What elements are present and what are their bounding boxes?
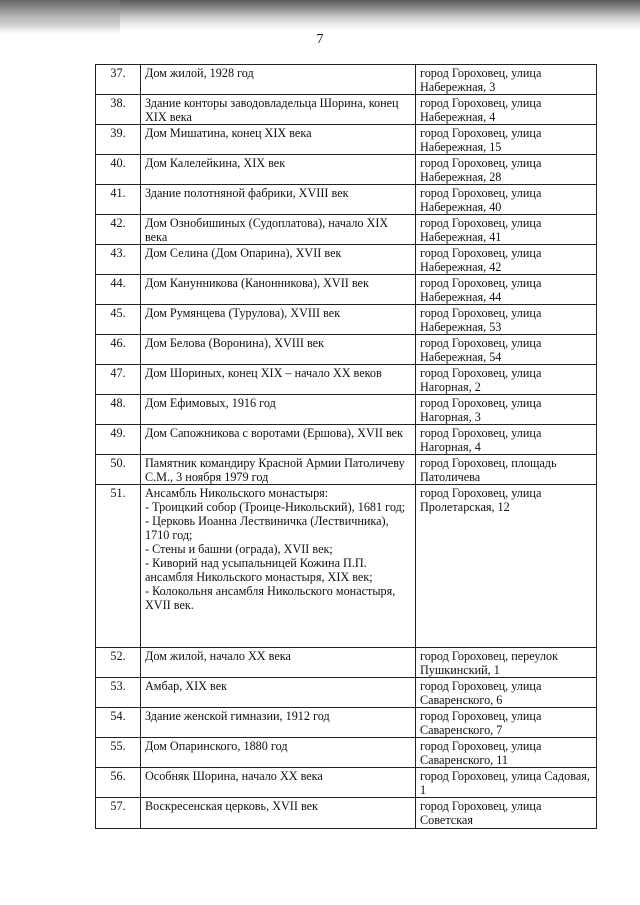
table-row — [96, 395, 597, 425]
table-row — [96, 425, 597, 455]
object-address-cell: город Гороховец, площадь Патоличева — [416, 455, 597, 485]
table-row — [96, 678, 597, 708]
object-address-cell: город Гороховец, улица Набережная, 28 — [416, 155, 597, 185]
table-row — [96, 648, 597, 678]
object-address-cell: город Гороховец, улица Набережная, 4 — [416, 95, 597, 125]
table-row — [96, 305, 597, 335]
object-address-cell: город Гороховец, улица Набережная, 41 — [416, 215, 597, 245]
object-address-cell: город Гороховец, улица Пролетарская, 12 — [416, 485, 597, 648]
object-name-cell: Дом Румянцева (Турулова), XVIII век — [141, 305, 416, 335]
object-address-cell: город Гороховец, улица Нагорная, 4 — [416, 425, 597, 455]
object-name-cell: Здание полотняной фабрики, XVIII век — [141, 185, 416, 215]
page-number: 7 — [316, 32, 324, 47]
object-address-cell: город Гороховец, улица Набережная, 15 — [416, 125, 597, 155]
row-number-cell: 47. — [96, 365, 141, 395]
object-name-cell: Дом жилой, 1928 год — [141, 65, 416, 95]
heritage-objects-table — [95, 64, 597, 829]
row-number-cell: 43. — [96, 245, 141, 275]
table-row — [96, 215, 597, 245]
object-address-cell: город Гороховец, улица Набережная, 40 — [416, 185, 597, 215]
object-address-cell: город Гороховец, улица Набережная, 44 — [416, 275, 597, 305]
object-address-cell: город Гороховец, улица Советская — [416, 798, 597, 829]
object-name-cell: Дом Калелейкина, XIX век — [141, 155, 416, 185]
table-body — [96, 65, 597, 829]
scan-shadow-corner — [0, 0, 120, 34]
row-number-cell: 38. — [96, 95, 141, 125]
row-number-cell: 44. — [96, 275, 141, 305]
object-name-cell: Дом Шориных, конец XIX – начало XX веков — [141, 365, 416, 395]
table-row — [96, 768, 597, 798]
object-address-cell: город Гороховец, улица Саваренского, 6 — [416, 678, 597, 708]
row-number-cell: 41. — [96, 185, 141, 215]
table-row — [96, 185, 597, 215]
object-address-cell: город Гороховец, улица Набережная, 54 — [416, 335, 597, 365]
object-name-cell: Дом Опаринского, 1880 год — [141, 738, 416, 768]
object-address-cell: город Гороховец, улица Набережная, 3 — [416, 65, 597, 95]
row-number-cell: 50. — [96, 455, 141, 485]
object-name-cell: Памятник командиру Красной Армии Патоличеву С.М., 3 ноября 1979 год — [141, 455, 416, 485]
object-name-cell: Дом Селина (Дом Опарина), XVII век — [141, 245, 416, 275]
object-name-cell: Дом Мишатина, конец XIX века — [141, 125, 416, 155]
table-row — [96, 275, 597, 305]
row-number-cell: 48. — [96, 395, 141, 425]
object-name-cell: Дом Ефимовых, 1916 год — [141, 395, 416, 425]
object-name-cell: Дом жилой, начало XX века — [141, 648, 416, 678]
table-row — [96, 798, 597, 829]
table-row — [96, 455, 597, 485]
object-address-cell: город Гороховец, улица Набережная, 42 — [416, 245, 597, 275]
row-number-cell: 42. — [96, 215, 141, 245]
object-address-cell: город Гороховец, улица Нагорная, 3 — [416, 395, 597, 425]
row-number-cell: 37. — [96, 65, 141, 95]
table-row — [96, 335, 597, 365]
row-number-cell: 55. — [96, 738, 141, 768]
row-number-cell: 49. — [96, 425, 141, 455]
object-name-cell: Здание женской гимназии, 1912 год — [141, 708, 416, 738]
table-row — [96, 708, 597, 738]
object-address-cell: город Гороховец, переулок Пушкинский, 1 — [416, 648, 597, 678]
table-row — [96, 155, 597, 185]
row-number-cell: 51. — [96, 485, 141, 648]
row-number-cell: 46. — [96, 335, 141, 365]
object-name-cell: Здание конторы заводовладельца Шорина, конец XIX века — [141, 95, 416, 125]
object-address-cell: город Гороховец, улица Саваренского, 11 — [416, 738, 597, 768]
object-name-cell: Дом Белова (Воронина), XVIII век — [141, 335, 416, 365]
object-address-cell: город Гороховец, улица Набережная, 53 — [416, 305, 597, 335]
row-number-cell: 39. — [96, 125, 141, 155]
object-address-cell: город Гороховец, улица Саваренского, 7 — [416, 708, 597, 738]
object-name-cell: Дом Канунникова (Канонникова), XVII век — [141, 275, 416, 305]
object-address-cell: город Гороховец, улица Нагорная, 2 — [416, 365, 597, 395]
table-row — [96, 245, 597, 275]
table-row — [96, 95, 597, 125]
table-row — [96, 485, 597, 648]
row-number-cell: 45. — [96, 305, 141, 335]
object-name-cell: Особняк Шорина, начало XX века — [141, 768, 416, 798]
object-address-cell: город Гороховец, улица Садовая, 1 — [416, 768, 597, 798]
row-number-cell: 57. — [96, 798, 141, 829]
object-name-cell: Дом Ознобишиных (Судоплатова), начало XIX века — [141, 215, 416, 245]
object-name-cell: Амбар, XIX век — [141, 678, 416, 708]
object-name-cell: Воскресенская церковь, XVII век — [141, 798, 416, 829]
table-row — [96, 125, 597, 155]
table-row — [96, 365, 597, 395]
table-row — [96, 738, 597, 768]
row-number-cell: 54. — [96, 708, 141, 738]
table-row — [96, 65, 597, 95]
object-name-cell: Дом Сапожникова с воротами (Ершова), XVII век — [141, 425, 416, 455]
row-number-cell: 53. — [96, 678, 141, 708]
row-number-cell: 40. — [96, 155, 141, 185]
row-number-cell: 52. — [96, 648, 141, 678]
object-name-cell: Ансамбль Никольского монастыря: - Троицкий собор (Троице-Никольский), 1681 год; - Церковь Иоанна Лествиничка (Лествичника), 1710 год; - Стены и башни (ограда), XVII век; - Киворий над усыпальницей Кожина П.П. ансамбля Никольского монастыря, XIX век; - Колокольня ансамбля Никольского монастыря, XVII век. — [141, 485, 416, 648]
row-number-cell: 56. — [96, 768, 141, 798]
